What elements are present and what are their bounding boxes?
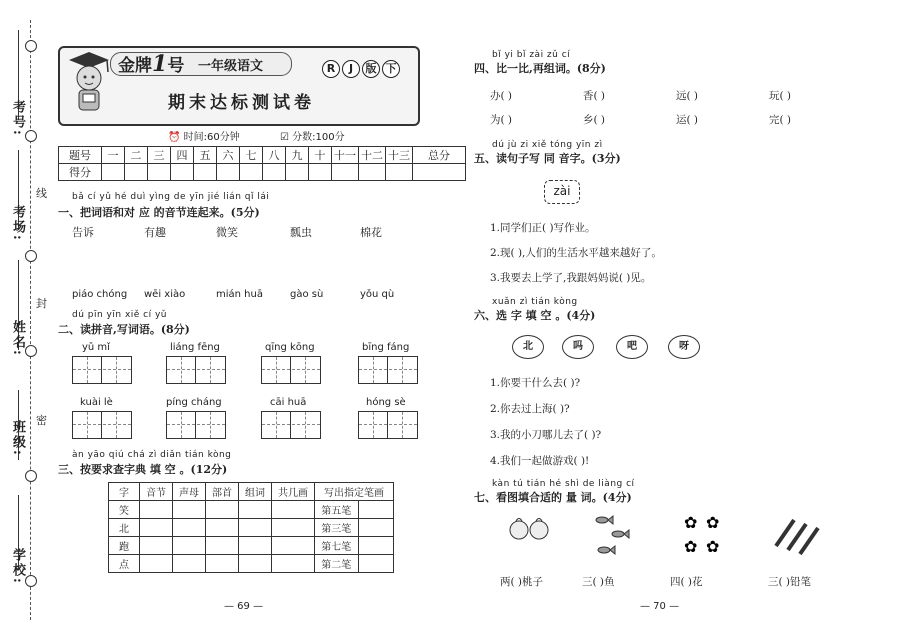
q2-item-pinyin: qīng kōng (265, 342, 315, 353)
dict-char: 北 (109, 519, 140, 537)
exam-number-label: 考号: (10, 100, 25, 137)
word-option: 呀 (668, 335, 700, 359)
score-header: 五 (194, 147, 217, 164)
q2-pinyin: dú pīn yīn xiě cí yǔ (72, 310, 168, 320)
dict-cell[interactable] (173, 519, 206, 537)
q1-word[interactable]: 瓢虫 (290, 226, 312, 239)
q2-item-pinyin: liáng fēng (170, 342, 220, 353)
q5-sentence[interactable]: 1.同学们正( )写作业。 (490, 222, 596, 234)
dict-char: 点 (109, 555, 140, 573)
q4-blank[interactable]: 玩( ) (769, 90, 792, 102)
q5-sentence[interactable]: 3.我要去上学了,我跟妈妈说( )见。 (490, 272, 652, 284)
score-cell[interactable] (194, 164, 217, 181)
svg-text:✿: ✿ (684, 537, 698, 556)
svg-text:✿: ✿ (706, 513, 720, 532)
dict-char: 跑 (109, 537, 140, 555)
score-cell[interactable] (171, 164, 194, 181)
q7-blank[interactable]: 三( )铅笔 (768, 576, 812, 588)
score-cell[interactable] (386, 164, 413, 181)
q3-title: 三、按要求查字典 填 空 。(12分) (58, 463, 228, 476)
score-cell[interactable] (240, 164, 263, 181)
score-table (58, 146, 466, 181)
writing-grid[interactable] (166, 411, 226, 439)
dict-cell[interactable] (206, 537, 239, 555)
dict-cell[interactable] (272, 519, 315, 537)
flower-icon (682, 512, 728, 558)
q1-syllable[interactable]: mián huā (216, 289, 263, 300)
score-header: 十二 (359, 147, 386, 164)
dict-cell[interactable] (239, 537, 272, 555)
q7-blank[interactable]: 两( )桃子 (500, 576, 544, 588)
punch-hole (25, 575, 37, 587)
q6-sentence[interactable]: 4.我们一起做游戏( )! (490, 455, 590, 467)
q4-blank[interactable]: 香( ) (583, 90, 606, 102)
score-header: 十 (309, 147, 332, 164)
edition-badge: J (342, 60, 360, 78)
score-header: 总分 (413, 147, 466, 164)
writing-grid[interactable] (72, 411, 132, 439)
svg-text:✿: ✿ (706, 537, 720, 556)
writing-grid[interactable] (166, 356, 226, 384)
q4-blank[interactable]: 办( ) (490, 90, 513, 102)
total-score: ☑ 分数:100分 (280, 132, 345, 143)
punch-hole (25, 250, 37, 262)
dict-stroke: 第二笔 (315, 555, 359, 573)
q1-word[interactable]: 有趣 (144, 226, 166, 239)
fish-icon (592, 512, 636, 558)
dict-cell[interactable] (239, 501, 272, 519)
dict-stroke: 第五笔 (315, 501, 359, 519)
q6-sentence[interactable]: 1.你要干什么去( )? (490, 377, 581, 389)
q6-sentence[interactable]: 3.我的小刀哪儿去了( )? (490, 429, 602, 441)
dict-char: 笑 (109, 501, 140, 519)
edition-badge: 版 (362, 60, 380, 78)
edition-badge: R (322, 60, 340, 78)
fold-mark: 线 (36, 187, 47, 200)
score-row-label: 得分 (59, 164, 102, 181)
q7-blank[interactable]: 三( )鱼 (582, 576, 615, 588)
score-header: 四 (171, 147, 194, 164)
q5-title: 五、读句子写 同 音字。(3分) (474, 152, 621, 165)
q4-blank[interactable]: 运( ) (676, 114, 699, 126)
q5-pinyin: dú jù zi xiě tóng yīn zì (492, 140, 603, 150)
score-cell[interactable] (332, 164, 359, 181)
punch-hole (25, 40, 37, 52)
dict-cell[interactable] (272, 555, 315, 573)
dict-header: 写出指定笔画 (315, 483, 394, 501)
dict-header: 字 (109, 483, 140, 501)
dict-cell[interactable] (358, 519, 393, 537)
score-cell[interactable] (413, 164, 466, 181)
q1-word[interactable]: 告诉 (72, 226, 94, 239)
page-number-left: — 69 — (224, 601, 264, 612)
score-cell[interactable] (102, 164, 125, 181)
punch-hole (25, 470, 37, 482)
mascot-graduate-icon (64, 48, 114, 118)
word-option: 北 (512, 335, 544, 359)
writing-grid[interactable] (358, 356, 418, 384)
q6-title: 六、选 字 填 空 。(4分) (474, 309, 596, 322)
score-header: 十一 (332, 147, 359, 164)
q4-title: 四、比一比,再组词。(8分) (474, 62, 606, 75)
score-cell[interactable] (286, 164, 309, 181)
exam-title: 期末达标测试卷 (168, 93, 315, 113)
word-option: 吧 (616, 335, 648, 359)
score-cell[interactable] (217, 164, 240, 181)
q1-pinyin: bǎ cí yǔ hé duì yìng de yīn jié lián qǐ lái (72, 192, 270, 202)
q1-word[interactable]: 微笑 (216, 226, 238, 239)
score-cell[interactable] (125, 164, 148, 181)
dict-cell[interactable] (358, 537, 393, 555)
dict-cell[interactable] (239, 555, 272, 573)
dict-cell[interactable] (272, 537, 315, 555)
writing-grid[interactable] (358, 411, 418, 439)
q2-item-pinyin: kuài lè (80, 397, 113, 408)
page-number-right: — 70 — (640, 601, 680, 612)
exam-room-label: 考场: (10, 205, 25, 242)
dict-cell[interactable] (140, 555, 173, 573)
dict-cell[interactable] (239, 519, 272, 537)
score-cell[interactable] (359, 164, 386, 181)
score-cell[interactable] (263, 164, 286, 181)
word-option: 吗 (562, 335, 594, 359)
score-header: 一 (102, 147, 125, 164)
fold-mark: 密 (36, 414, 47, 427)
peach-icon (506, 512, 552, 546)
dict-cell[interactable] (206, 555, 239, 573)
q5-sentence[interactable]: 2.现( ),人们的生活水平越来越好了。 (490, 247, 662, 259)
q1-syllable[interactable]: piáo chóng (72, 289, 128, 300)
dict-header: 声母 (173, 483, 206, 501)
dict-stroke: 第七笔 (315, 537, 359, 555)
q7-title: 七、看图填合适的 量 词。(4分) (474, 491, 632, 504)
score-header: 题号 (59, 147, 102, 164)
q4-blank[interactable]: 完( ) (769, 114, 792, 126)
q4-blank[interactable]: 为( ) (490, 114, 513, 126)
syllable-badge: zài (544, 180, 580, 204)
cut-line (30, 20, 31, 620)
q3-pinyin: àn yāo qiú chá zì diǎn tián kòng (72, 450, 232, 460)
score-cell[interactable] (148, 164, 171, 181)
q2-item-pinyin: cāi huā (270, 397, 307, 408)
dict-cell[interactable] (272, 501, 315, 519)
score-header: 九 (286, 147, 309, 164)
q1-syllable[interactable]: wēi xiào (144, 289, 186, 300)
score-cell[interactable] (309, 164, 332, 181)
dict-header: 组词 (239, 483, 272, 501)
q2-item-pinyin: hóng sè (366, 397, 406, 408)
dict-header: 音节 (140, 483, 173, 501)
dict-cell[interactable] (358, 501, 393, 519)
name-label: 姓名: (10, 320, 25, 357)
fold-mark: 封 (36, 297, 47, 310)
q2-item-pinyin: píng cháng (166, 397, 222, 408)
q2-title: 二、读拼音,写词语。(8分) (58, 323, 190, 336)
dict-cell[interactable] (173, 537, 206, 555)
grade-subject: 一年级语文 (198, 59, 264, 74)
dict-cell[interactable] (206, 501, 239, 519)
dictionary-table (108, 482, 394, 573)
writing-grid[interactable] (261, 411, 321, 439)
dict-cell[interactable] (206, 519, 239, 537)
dict-cell[interactable] (140, 501, 173, 519)
check-icon: ☑ (280, 132, 289, 143)
dict-stroke: 第三笔 (315, 519, 359, 537)
score-header: 二 (125, 147, 148, 164)
q4-blank[interactable]: 远( ) (676, 90, 699, 102)
dict-cell[interactable] (173, 555, 206, 573)
q7-blank[interactable]: 四( )花 (670, 576, 703, 588)
q6-pinyin: xuǎn zì tián kòng (492, 297, 578, 307)
punch-hole (25, 130, 37, 142)
q6-sentence[interactable]: 2.你去过上海( )? (490, 403, 570, 415)
q2-item-pinyin: yǔ mǐ (82, 342, 110, 353)
dict-cell[interactable] (140, 519, 173, 537)
svg-text:✿: ✿ (684, 513, 698, 532)
q1-word[interactable]: 棉花 (360, 226, 382, 239)
dict-cell[interactable] (140, 537, 173, 555)
writing-grid[interactable] (261, 356, 321, 384)
q1-syllable[interactable]: yǒu qù (360, 289, 395, 300)
score-header: 六 (217, 147, 240, 164)
class-label: 班级: (10, 420, 25, 457)
score-header: 八 (263, 147, 286, 164)
q1-title: 一、把词语和对 应 的音节连起来。(5分) (58, 206, 260, 219)
dict-header: 部首 (206, 483, 239, 501)
q4-blank[interactable]: 乡( ) (583, 114, 606, 126)
q4-pinyin: bǐ yi bǐ zài zǔ cí (492, 50, 571, 60)
brand-name: 金牌1号 (118, 51, 185, 77)
school-label: 学校: (10, 548, 25, 585)
q2-item-pinyin: bīng fáng (362, 342, 410, 353)
time-limit: ⏰ 时间:60分钟 (168, 132, 240, 143)
clock-icon: ⏰ (168, 132, 181, 143)
writing-grid[interactable] (72, 356, 132, 384)
score-header: 十三 (386, 147, 413, 164)
score-header: 七 (240, 147, 263, 164)
score-header: 三 (148, 147, 171, 164)
punch-hole (25, 345, 37, 357)
dict-cell[interactable] (358, 555, 393, 573)
pencil-icon (772, 516, 822, 556)
q7-pinyin: kàn tú tián hé shì de liàng cí (492, 479, 635, 489)
edition-badge: 下 (382, 60, 400, 78)
q1-syllable[interactable]: gào sù (290, 289, 324, 300)
dict-cell[interactable] (173, 501, 206, 519)
dict-header: 共几画 (272, 483, 315, 501)
